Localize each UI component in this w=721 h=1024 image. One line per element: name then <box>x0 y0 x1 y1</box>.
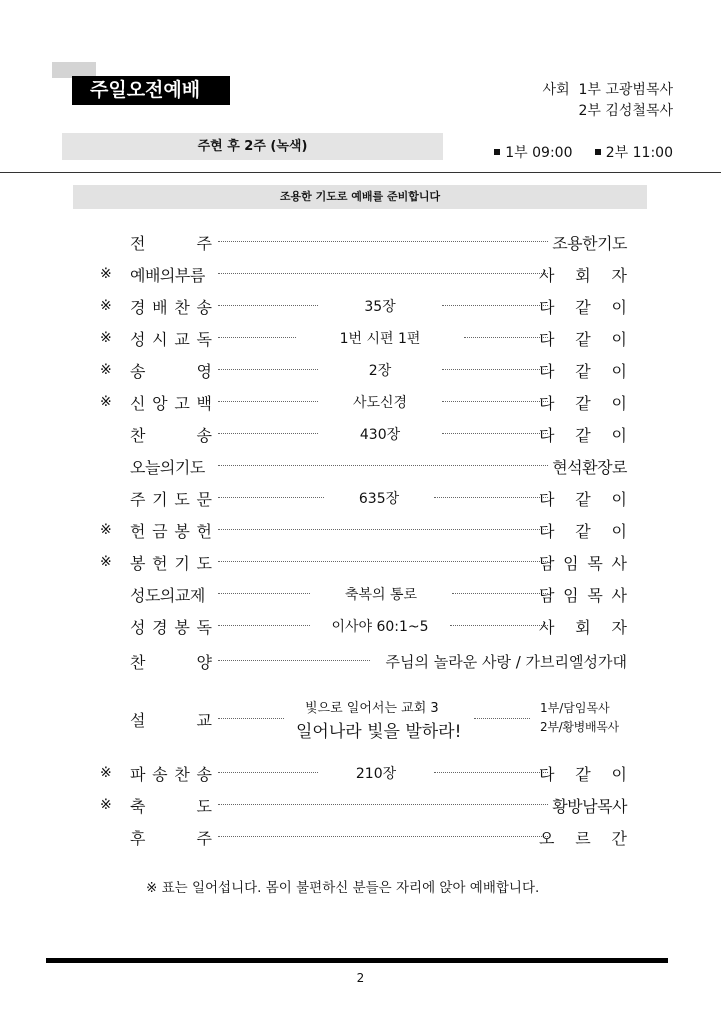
order-item-label <box>130 487 212 510</box>
label-char: 후 <box>130 829 146 848</box>
standing-mark: ※ <box>100 522 112 538</box>
person-char: 이 <box>611 765 627 784</box>
service-title: 주일오전예배 <box>72 76 230 105</box>
label-char: 경 <box>130 298 146 317</box>
person-char: 자 <box>611 266 627 285</box>
label-char: 교 <box>174 330 190 349</box>
order-row <box>0 450 721 482</box>
label-char: 기 <box>174 554 190 573</box>
person-char: 이 <box>611 490 627 509</box>
person-char: 회 <box>575 266 591 285</box>
dotted-leader <box>218 836 548 837</box>
order-row <box>0 789 721 821</box>
order-item-detail: 이사야 60:1~5 <box>331 619 429 635</box>
person-char: 사 <box>539 266 555 285</box>
order-item-label <box>130 794 212 817</box>
dotted-leader <box>442 305 548 306</box>
person-char: 같 <box>575 394 591 413</box>
person-char: 다 <box>539 522 555 541</box>
person-char: 목 <box>587 586 603 605</box>
order-item-leader-person <box>539 359 627 382</box>
dotted-leader <box>218 660 370 661</box>
person-char: 사 <box>611 554 627 573</box>
person-char: 다 <box>539 298 555 317</box>
order-row <box>0 258 721 290</box>
dotted-leader <box>450 625 548 626</box>
label-char: 신 <box>130 394 146 413</box>
order-item-label <box>130 583 212 606</box>
label-char: 설 <box>130 711 146 730</box>
order-item-leader-person <box>539 263 627 286</box>
order-item-label <box>130 762 212 785</box>
order-item-label <box>130 708 212 731</box>
liturgical-week-label: 주현 후 2주 (녹색) <box>62 133 443 160</box>
person-char: 임 <box>563 554 579 573</box>
person-char: 현석환장로 <box>552 458 627 477</box>
person-char: 간 <box>611 829 627 848</box>
order-row <box>0 514 721 546</box>
order-row <box>0 322 721 354</box>
person-char: 이 <box>611 298 627 317</box>
person-char: 사 <box>611 586 627 605</box>
label-char: 도 <box>196 554 212 573</box>
label-char: 금 <box>152 522 168 541</box>
label-char: 헌 <box>130 522 146 541</box>
praise-detail: 주님의 놀라운 사랑 / 가브리엘성가대 <box>385 653 627 671</box>
first-service-time: 1부 09:00 <box>505 145 573 161</box>
order-item-label <box>130 615 212 638</box>
order-item-leader-person <box>539 455 627 478</box>
order-row <box>0 482 721 514</box>
label-char: 성 <box>130 618 146 637</box>
label-char: 문 <box>196 490 212 509</box>
order-row <box>0 546 721 578</box>
order-item-label <box>130 295 212 318</box>
dotted-leader <box>218 772 318 773</box>
person-char: 같 <box>575 426 591 445</box>
label-char: 경 <box>152 618 168 637</box>
label-char: 전 <box>130 234 146 253</box>
label-char: 독 <box>196 330 212 349</box>
bullet-square-icon <box>494 149 500 155</box>
label-char: 헌 <box>196 522 212 541</box>
order-item-detail: 635장 <box>358 491 400 507</box>
standing-mark: ※ <box>100 362 112 378</box>
label-char: 영 <box>196 362 212 381</box>
order-item-label <box>130 551 212 574</box>
standing-mark: ※ <box>100 554 112 570</box>
label-char: 찬 <box>130 426 146 445</box>
dotted-leader <box>218 625 310 626</box>
label-char: 봉 <box>174 618 190 637</box>
sermon-title: 일어나라 빛을 발하라! <box>296 722 462 742</box>
presider-line-1: 사회 1부 고광범목사 <box>542 82 673 98</box>
order-item-leader-person <box>539 762 627 785</box>
header-divider <box>0 172 721 173</box>
order-item-detail: 210장 <box>355 766 397 782</box>
order-row <box>0 226 721 258</box>
person-char: 다 <box>539 362 555 381</box>
person-char: 회 <box>575 618 591 637</box>
order-item-leader-person <box>539 583 627 606</box>
dotted-leader <box>218 465 548 466</box>
dotted-leader <box>218 305 318 306</box>
dotted-leader <box>218 718 284 719</box>
label-char: 예배의부름 <box>130 266 205 285</box>
order-item-label <box>130 391 212 414</box>
person-char: 이 <box>611 394 627 413</box>
order-item-label <box>130 327 212 350</box>
dotted-leader <box>218 337 296 338</box>
person-char: 오 <box>539 829 555 848</box>
label-char: 성 <box>130 330 146 349</box>
presider-info <box>543 80 673 122</box>
standing-mark: ※ <box>100 330 112 346</box>
label-char: 독 <box>196 618 212 637</box>
footnote: ※ 표는 일어섭니다. 몸이 불편하신 분들은 자리에 앉아 예배합니다. <box>146 880 540 896</box>
person-char: 이 <box>611 426 627 445</box>
second-service-time: 2부 11:00 <box>605 145 673 161</box>
label-char: 송 <box>152 765 168 784</box>
dotted-leader <box>452 593 548 594</box>
order-row <box>0 645 721 677</box>
person-char: 다 <box>539 330 555 349</box>
order-item-leader-person <box>539 423 627 446</box>
label-char: 찬 <box>130 653 146 672</box>
standing-mark: ※ <box>100 266 112 282</box>
person-char: 같 <box>575 765 591 784</box>
dotted-leader <box>442 369 548 370</box>
label-char: 양 <box>196 653 212 672</box>
label-char: 송 <box>196 765 212 784</box>
sermon-preacher-second: 2부/황병배목사 <box>540 720 619 734</box>
person-char: 다 <box>539 765 555 784</box>
standing-mark: ※ <box>100 797 112 813</box>
label-char: 송 <box>196 298 212 317</box>
person-char: 다 <box>539 394 555 413</box>
order-item-leader-person <box>539 391 627 414</box>
dotted-leader <box>442 401 548 402</box>
label-char: 앙 <box>152 394 168 413</box>
order-row <box>0 578 721 610</box>
dotted-leader <box>434 497 548 498</box>
person-char: 다 <box>539 426 555 445</box>
dotted-leader <box>218 593 310 594</box>
label-char: 주 <box>196 234 212 253</box>
standing-mark: ※ <box>100 298 112 314</box>
person-char: 담 <box>539 586 555 605</box>
order-item-label <box>130 263 212 286</box>
sermon-preacher-first: 1부/담임목사 <box>540 701 610 715</box>
order-item-leader-person <box>539 519 627 542</box>
order-row <box>0 610 721 642</box>
order-item-leader-person <box>539 615 627 638</box>
standing-mark: ※ <box>100 765 112 781</box>
person-char: 같 <box>575 522 591 541</box>
label-char: 봉 <box>174 522 190 541</box>
label-char: 찬 <box>174 298 190 317</box>
label-char: 배 <box>152 298 168 317</box>
dotted-leader <box>464 337 548 338</box>
dotted-leader <box>218 561 548 562</box>
order-item-leader-person <box>539 295 627 318</box>
person-char: 다 <box>539 490 555 509</box>
order-item-leader-person <box>539 327 627 350</box>
label-char: 성도의교제 <box>130 586 205 605</box>
person-char: 담 <box>539 554 555 573</box>
dotted-leader <box>218 241 548 242</box>
person-char: 르 <box>575 829 591 848</box>
order-item-label <box>130 650 212 673</box>
standing-mark: ※ <box>100 394 112 410</box>
label-char: 도 <box>196 797 212 816</box>
label-char: 기 <box>152 490 168 509</box>
order-item-label <box>130 455 212 478</box>
person-char: 같 <box>575 330 591 349</box>
service-times <box>494 142 673 162</box>
person-char: 황방남목사 <box>552 797 627 816</box>
person-char: 이 <box>611 330 627 349</box>
prayer-banner: 조용한 기도로 예배를 준비합니다 <box>73 185 647 209</box>
order-item-detail: 1번 시편 1편 <box>339 331 421 347</box>
order-item-leader-person <box>539 794 627 817</box>
person-char: 이 <box>611 522 627 541</box>
dotted-leader <box>434 772 548 773</box>
footer-divider <box>46 958 668 963</box>
label-char: 주 <box>196 829 212 848</box>
person-char: 이 <box>611 362 627 381</box>
person-char: 조용한기도 <box>552 234 627 253</box>
dotted-leader <box>218 529 548 530</box>
dotted-leader <box>218 401 318 402</box>
order-item-detail: 사도신경 <box>352 395 408 411</box>
person-char: 임 <box>563 586 579 605</box>
label-char: 고 <box>174 394 190 413</box>
dotted-leader <box>218 433 318 434</box>
dotted-leader <box>442 433 548 434</box>
presider-line-2: 2부 김성철목사 <box>578 103 673 119</box>
dotted-leader <box>474 718 530 719</box>
order-row <box>0 290 721 322</box>
bullet-square-icon <box>595 149 601 155</box>
dotted-leader <box>218 369 318 370</box>
order-row <box>0 757 721 789</box>
order-row <box>0 386 721 418</box>
order-item-label <box>130 231 212 254</box>
label-char: 헌 <box>152 554 168 573</box>
label-char: 주 <box>130 490 146 509</box>
order-item-leader-person <box>539 487 627 510</box>
label-char: 송 <box>196 426 212 445</box>
label-char: 교 <box>196 711 212 730</box>
person-char: 같 <box>575 362 591 381</box>
order-item-leader-person <box>539 551 627 574</box>
order-item-label <box>130 359 212 382</box>
person-char: 목 <box>587 554 603 573</box>
person-char: 자 <box>611 618 627 637</box>
label-char: 도 <box>174 490 190 509</box>
person-char: 같 <box>575 490 591 509</box>
order-item-detail: 2장 <box>368 363 392 379</box>
sermon-series: 빛으로 일어서는 교회 3 <box>305 701 439 716</box>
order-item-leader-person <box>539 231 627 254</box>
person-char: 같 <box>575 298 591 317</box>
label-char: 백 <box>196 394 212 413</box>
dotted-leader <box>218 497 324 498</box>
person-char: 사 <box>539 618 555 637</box>
page-number: 2 <box>356 971 365 985</box>
label-char: 오늘의기도 <box>130 458 205 477</box>
order-item-label <box>130 519 212 542</box>
order-row <box>0 418 721 450</box>
label-char: 봉 <box>130 554 146 573</box>
label-char: 시 <box>152 330 168 349</box>
label-char: 파 <box>130 765 146 784</box>
order-item-leader-person <box>539 826 627 849</box>
label-char: 축 <box>130 797 146 816</box>
order-item-label <box>130 826 212 849</box>
dotted-leader <box>218 273 548 274</box>
dotted-leader <box>218 804 548 805</box>
order-item-detail: 축복의 통로 <box>344 587 418 603</box>
label-char: 찬 <box>174 765 190 784</box>
label-char: 송 <box>130 362 146 381</box>
order-row <box>0 354 721 386</box>
order-row <box>0 821 721 853</box>
order-item-detail: 35장 <box>364 299 396 315</box>
order-item-detail: 430장 <box>359 427 401 443</box>
order-item-label <box>130 423 212 446</box>
